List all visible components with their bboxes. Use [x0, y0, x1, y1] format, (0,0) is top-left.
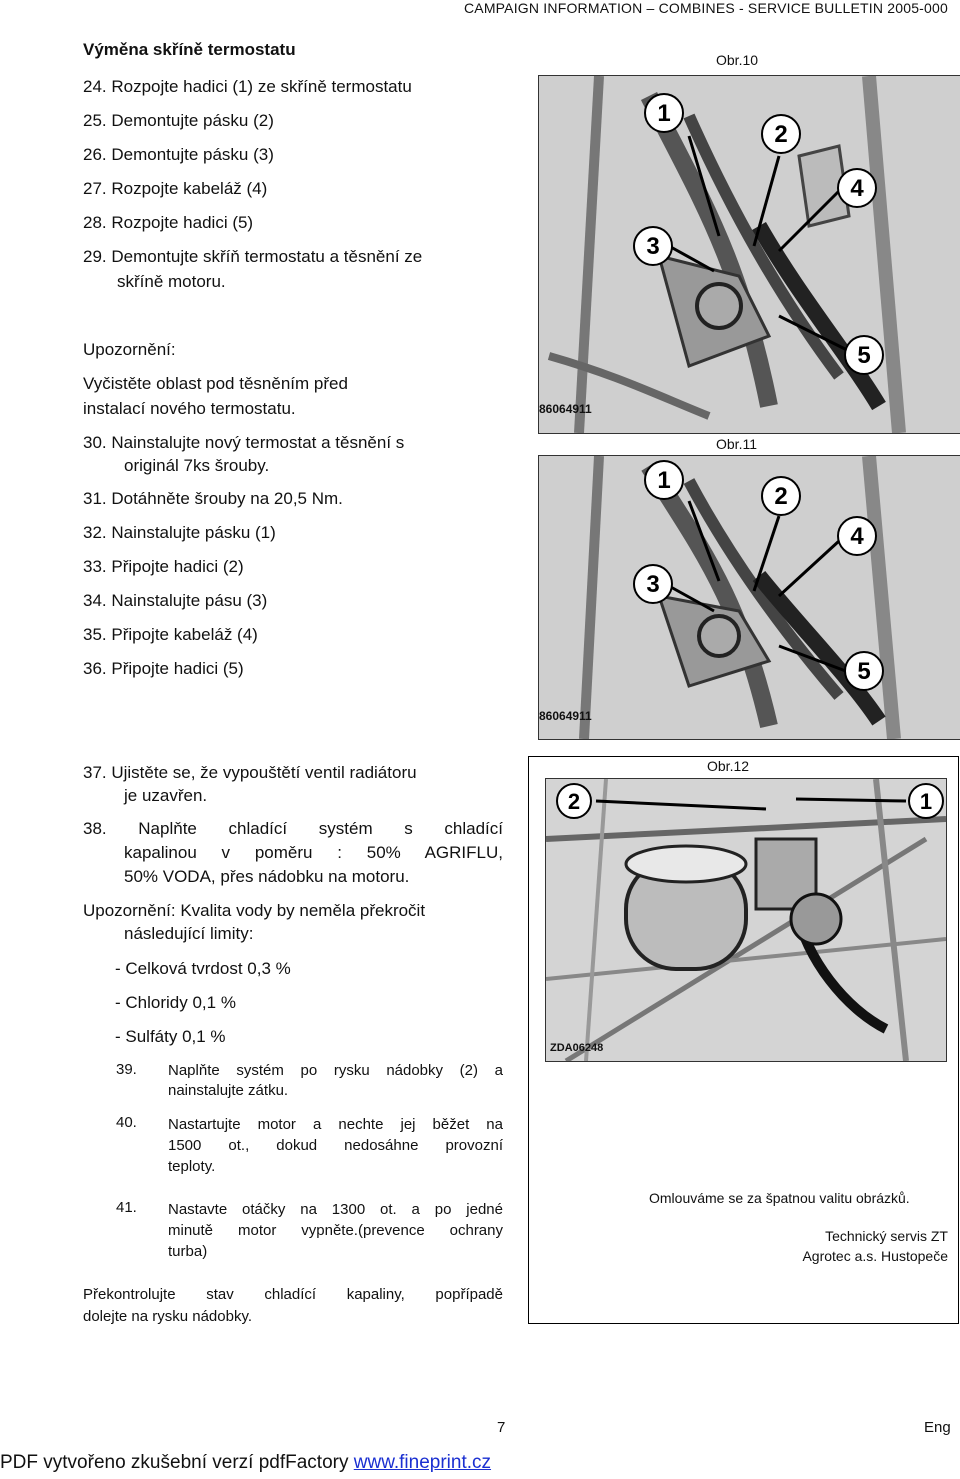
fineprint-link[interactable]: www.fineprint.cz — [353, 1452, 492, 1473]
step-30-cont: originál 7ks šrouby. — [124, 456, 270, 475]
figure-code-obr12: ZDA06248 — [550, 1042, 604, 1054]
warning-line-1: Vyčistěte oblast pod těsněním před — [83, 374, 348, 393]
figure-label-obr12: Obr.12 — [707, 758, 750, 774]
step-40-line-3: teploty. — [168, 1158, 216, 1175]
step-33: 33. Připojte hadici (2) — [83, 557, 244, 576]
step-31: 31. Dotáhněte šrouby na 20,5 Nm. — [83, 489, 343, 508]
limit-hardness: - Celková tvrdost 0,3 % — [115, 959, 291, 978]
figure-label-obr11: Obr.11 — [716, 436, 757, 452]
page-header: CAMPAIGN INFORMATION – COMBINES - SERVICE BULLETIN 2005-000 — [463, 0, 948, 16]
step-40 — [168, 1114, 503, 1177]
step-26: 26. Demontujte pásku (3) — [83, 145, 274, 164]
figure-obr11-photo — [538, 455, 960, 740]
callout-5-obr11: 5 — [857, 658, 871, 685]
warning-line-2: instalací nového termostatu. — [83, 399, 296, 418]
step-39-number: 39. — [116, 1061, 137, 1078]
step-41-line-3: turba) — [168, 1243, 208, 1260]
step-37: 37. Ujistěte se, že vypouštětí ventil radiátoru — [83, 763, 417, 782]
figure-obr10-photo — [538, 75, 960, 434]
final-note — [83, 1284, 503, 1328]
figure-code-obr10: 86064911 — [539, 402, 592, 416]
step-32: 32. Nainstalujte pásku (1) — [83, 523, 276, 542]
step-37-cont: je uzavřen. — [124, 786, 208, 805]
callout-1-obr10: 1 — [657, 100, 671, 127]
pdf-footer — [0, 1452, 491, 1474]
step-24: 24. Rozpojte hadici (1) ze skříně termostatu — [83, 77, 412, 96]
step-41-line-2: minutě motor vypněte.(prevence ochrany — [168, 1222, 503, 1239]
language-label: Eng — [924, 1419, 951, 1436]
step-38-cont-2: 50% VODA, přes nádobku na motoru. — [124, 867, 410, 886]
figure-label-obr10: Obr.10 — [716, 52, 759, 68]
apology-note: Omlouváme se za špatnou valitu obrázků. — [649, 1190, 910, 1206]
callout-5-obr10: 5 — [857, 342, 871, 369]
section-title: Výměna skříně termostatu — [83, 40, 296, 59]
step-39-line-2: nainstalujte zátku. — [168, 1082, 289, 1099]
callout-4-obr10: 4 — [850, 175, 864, 202]
step-39 — [168, 1061, 503, 1101]
callout-4-obr11: 4 — [850, 523, 864, 550]
step-36: 36. Připojte hadici (5) — [83, 659, 244, 678]
warning-quality-cont: následující limity: — [124, 924, 254, 943]
callout-3-obr10: 3 — [646, 233, 660, 260]
step-38-cont-1: kapalinou v poměru : 50% AGRIFLU, — [124, 843, 503, 862]
callout-3-obr11: 3 — [646, 571, 660, 598]
step-34: 34. Nainstalujte pásu (3) — [83, 591, 268, 610]
limit-chlorides: - Chloridy 0,1 % — [115, 993, 236, 1012]
step-35: 35. Připojte kabeláž (4) — [83, 625, 258, 644]
callout-1-obr11: 1 — [657, 467, 671, 494]
pdf-footer-text: PDF vytvořeno zkušební verzí pdfFactory — [0, 1452, 349, 1473]
step-41 — [168, 1199, 503, 1262]
warning-title: Upozornění: — [83, 340, 176, 359]
engine-photo-illustration — [539, 76, 960, 433]
callout-1-obr12: 1 — [919, 789, 933, 814]
limit-sulfates: - Sulfáty 0,1 % — [115, 1027, 226, 1046]
step-28: 28. Rozpojte hadici (5) — [83, 213, 254, 232]
step-39-line-1: Naplňte systém po rysku nádobky (2) a — [168, 1062, 503, 1079]
step-29-cont: skříně motoru. — [117, 272, 226, 291]
figure-obr12-photo — [545, 778, 947, 1062]
step-29: 29. Demontujte skříň termostatu a těsnění ze — [83, 247, 423, 266]
step-40-number: 40. — [116, 1114, 137, 1131]
engine-photo-illustration — [539, 456, 960, 739]
step-40-line-2: 1500 ot., dokud nedosáhne provozní — [168, 1137, 503, 1154]
page-number: 7 — [497, 1419, 506, 1436]
step-30: 30. Nainstalujte nový termostat a těsnění s — [83, 433, 405, 452]
service-line-2: Agrotec a.s. Hustopeče — [802, 1248, 948, 1264]
step-40-line-1: Nastartujte motor a nechte jej běžet na — [168, 1116, 503, 1133]
step-25: 25. Demontujte pásku (2) — [83, 111, 274, 130]
step-41-number: 41. — [116, 1199, 137, 1216]
final-note-line-1: Překontrolujte stav chladící kapaliny, popřípadě — [83, 1286, 503, 1303]
step-27: 27. Rozpojte kabeláž (4) — [83, 179, 268, 198]
coolant-tank-illustration — [546, 779, 946, 1061]
warning-quality: Upozornění: Kvalita vody by neměla překročit — [83, 901, 426, 920]
step-41-line-1: Nastavte otáčky na 1300 ot. a po jedné — [168, 1201, 503, 1218]
service-line-1: Technický servis ZT — [825, 1228, 948, 1244]
figure-code-obr11: 86064911 — [539, 709, 592, 723]
callout-2-obr12: 2 — [567, 789, 581, 814]
callout-2-obr11: 2 — [774, 483, 788, 510]
step-38: 38. Naplňte chladící systém s chladící — [83, 819, 503, 838]
final-note-line-2: dolejte na rysku nádobky. — [83, 1308, 252, 1325]
callout-2-obr10: 2 — [774, 121, 788, 148]
